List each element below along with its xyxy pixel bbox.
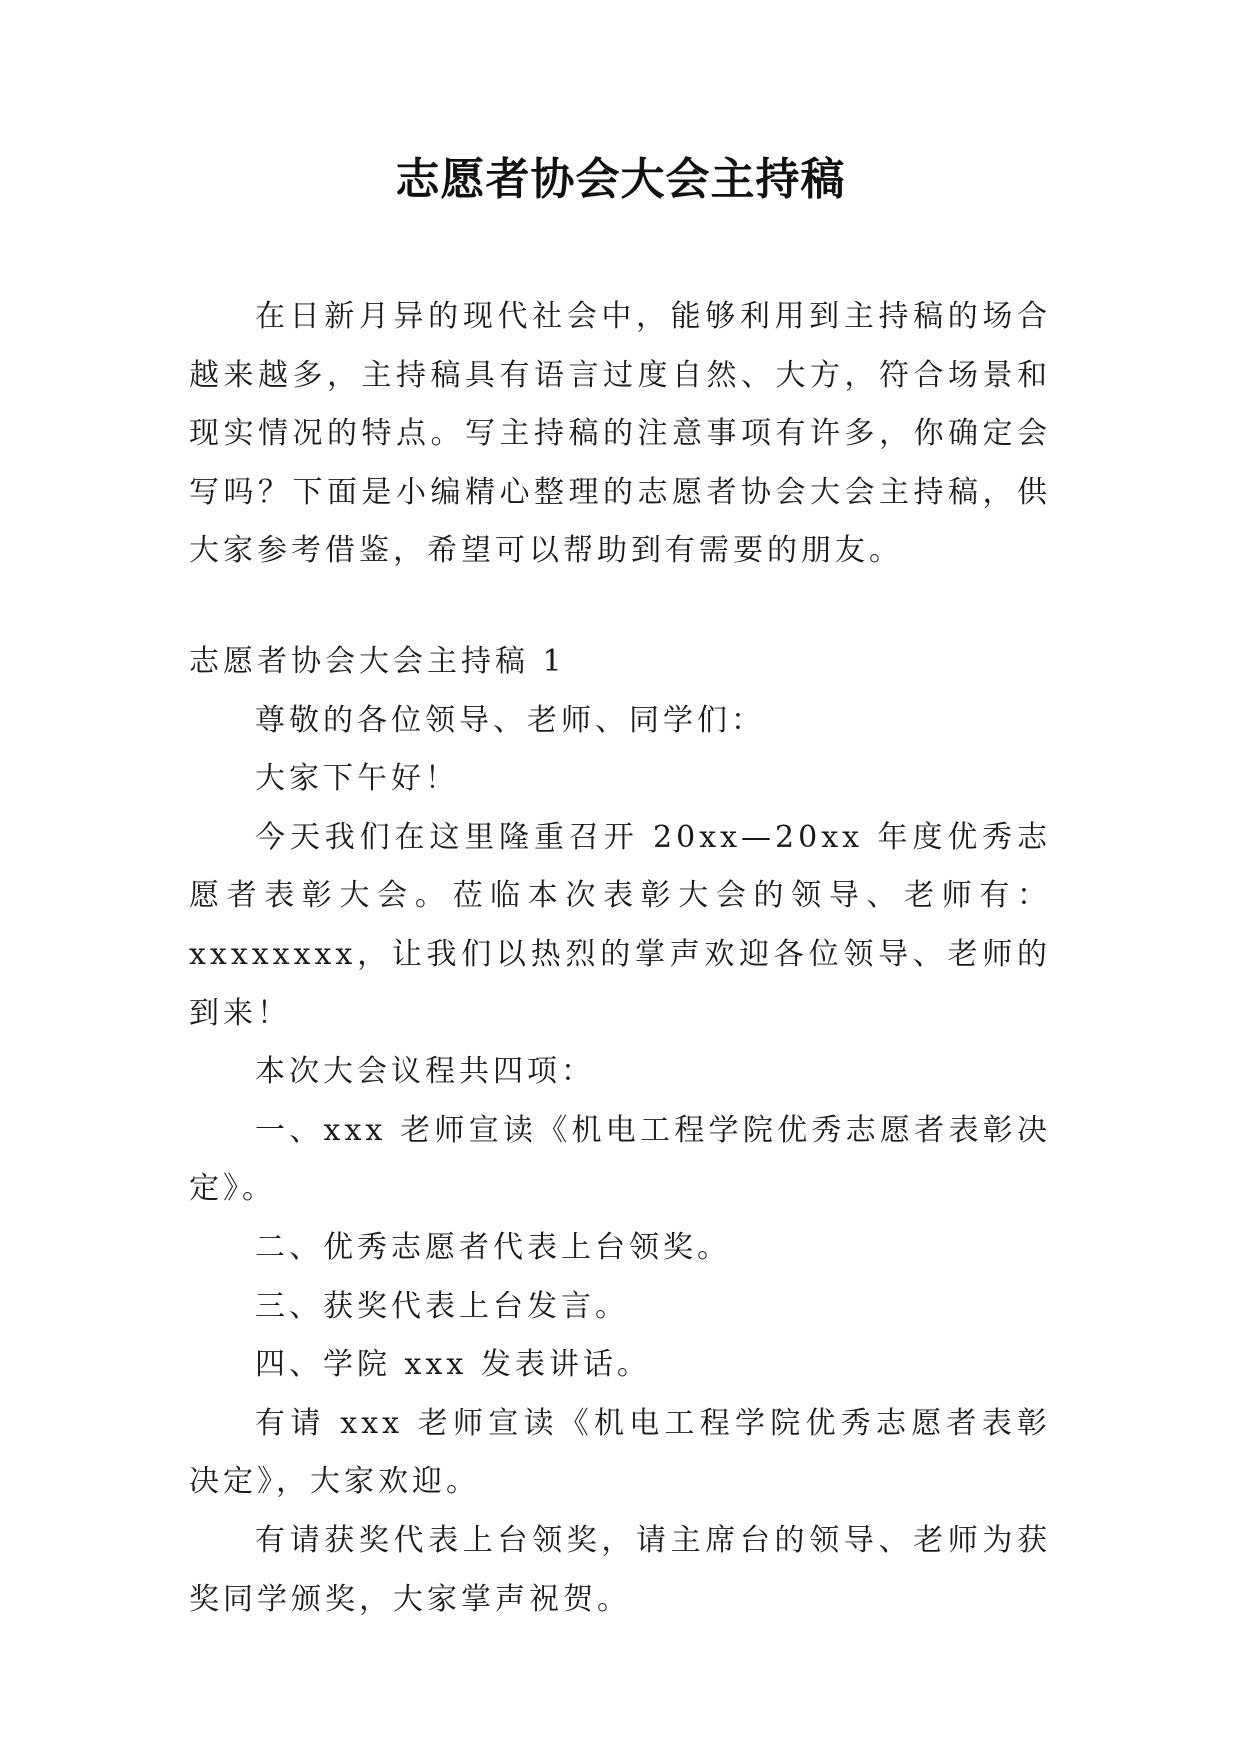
paragraph-opening: 今天我们在这里隆重召开 20xx—20xx 年度优秀志愿者表彰大会。莅临本次表彰大会的领导、老师有：xxxxxxxx，让我们以热烈的掌声欢迎各位领导、老师的到来！ [189,819,1051,1031]
agenda-item-3: 三、获奖代表上台发言。 [255,1288,629,1324]
agenda-item-2: 二、优秀志愿者代表上台领奖。 [255,1229,731,1265]
section-heading: 志愿者协会大会主持稿 1 [189,644,566,679]
paragraph-greeting: 尊敬的各位领导、老师、同学们： [255,702,765,738]
intro-paragraph: 在日新月异的现代社会中，能够利用到主持稿的场合越来越多，主持稿具有语言过度自然、大方，符合场景和现实情况的特点。写主持稿的注意事项有许多，你确定会写吗？下面是小编精心整理的志愿者协会大会主持稿，供大家参考借鉴，希望可以帮助到有需要的朋友。 [189,299,1051,569]
paragraph-invite-awards: 有请获奖代表上台领奖，请主席台的领导、老师为获奖同学颁奖，大家掌声祝贺。 [189,1522,1051,1617]
document-title: 志愿者协会大会主持稿 [395,154,846,205]
agenda-item-4: 四、学院 xxx 发表讲话。 [255,1347,651,1383]
agenda-item-1: 一、xxx 老师宣读《机电工程学院优秀志愿者表彰决定》。 [189,1112,1051,1207]
paragraph-good-afternoon: 大家下午好！ [255,761,459,797]
paragraph-agenda-intro: 本次大会议程共四项： [255,1054,595,1090]
paragraph-invite-reading: 有请 xxx 老师宣读《机电工程学院优秀志愿者表彰决定》，大家欢迎。 [189,1405,1051,1500]
intro-block [189,288,1051,581]
speech-body [189,633,1051,1629]
